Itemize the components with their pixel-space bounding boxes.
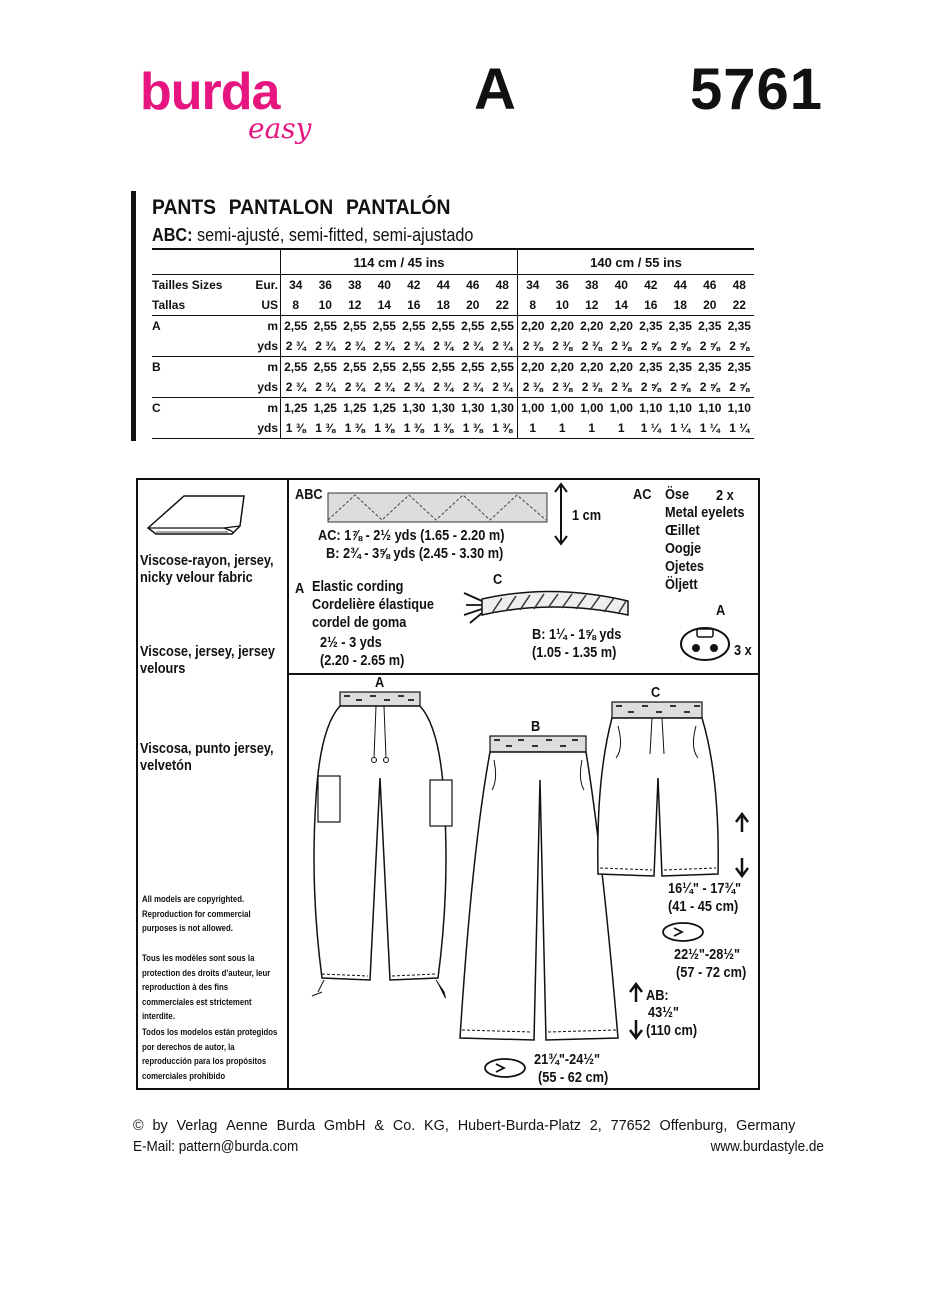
elastic-en: Elastic cording (312, 579, 404, 595)
yardage-m-cell: 1,30 (461, 401, 485, 415)
footer-word: Offenburg, (659, 1117, 728, 1134)
eyelet-list (665, 486, 755, 594)
eyelet-line: Œillet (665, 523, 700, 539)
yardage-m-cell: 2,20 (580, 360, 604, 374)
footer-address (133, 1117, 795, 1134)
size-eur: 40 (377, 278, 391, 292)
yardage-yds-cell: 1 ⅜ (340, 418, 370, 439)
yardage-m-cell: 2,35 (668, 360, 692, 374)
yardage-yds-cell: 2 ⅝ (636, 377, 666, 398)
yardage-yds-cell: 2 ¾ (340, 377, 370, 398)
subtitle-fit: semi-ajusté, semi-fitted, semi-ajustado (197, 225, 474, 245)
fit-subtitle (152, 225, 473, 246)
yardage-m-cell: 2,35 (639, 360, 663, 374)
sizes-label-es: Tallas (152, 295, 252, 316)
us-label: US (252, 295, 281, 316)
pattern-number: 5761 (690, 57, 824, 122)
size-us: 10 (311, 295, 341, 316)
view-a-label: A (375, 675, 385, 691)
yardage-m-cell: 2,55 (372, 319, 396, 333)
fabric-bolt-icon (144, 488, 254, 540)
yardage-yds-cell: 2 ⅜ (518, 377, 548, 398)
yardage-m-cell: 2,35 (698, 319, 722, 333)
pants-a-illustration (300, 688, 460, 998)
footer-word: Verlag (176, 1117, 218, 1134)
cord-view: C (493, 572, 503, 588)
yardage-m-cell: 2,55 (461, 319, 485, 333)
footer-word: Hubert-Burda-Platz (457, 1117, 581, 1134)
footer-word: © (133, 1117, 144, 1134)
copyright-es: Todos los modelos están protegidos por derechos de autor, la reproducción para los propósitos comerciales prohibido (142, 1027, 278, 1082)
unit-yds: yds (252, 336, 281, 357)
size-us: 12 (577, 295, 607, 316)
size-us: 22 (488, 295, 518, 316)
c-hem-cm: (57 - 72 cm) (676, 965, 747, 981)
yardage-row-yds (152, 377, 754, 398)
yardage-m-cell: 2,35 (668, 319, 692, 333)
eyelet-line: Öse (665, 487, 690, 503)
size-eur: 34 (289, 278, 303, 292)
yardage-m-cell: 1,25 (343, 401, 367, 415)
unit-m: m (252, 357, 281, 378)
height-arrow-icon (553, 482, 569, 546)
copyright-en: All models are copyrighted. Reproduction for commercial purposes is not allowed. (142, 894, 251, 934)
yardage-yds-cell: 1 ⅜ (399, 418, 429, 439)
yardage-m-cell: 1,25 (372, 401, 396, 415)
yardage-unit-blank (252, 249, 281, 275)
yardage-m-cell: 1,30 (431, 401, 455, 415)
interfacing-strip-icon (327, 492, 549, 524)
yardage-m-cell: 2,20 (550, 319, 574, 333)
size-us: 20 (458, 295, 488, 316)
cord-icon (462, 585, 630, 627)
yardage-yds-cell: 2 ¾ (429, 336, 459, 357)
yardage-yds-cell: 1 ¼ (725, 418, 755, 439)
footer-email: E-Mail: pattern@burda.com (133, 1138, 299, 1155)
size-eur: 44 (673, 278, 687, 292)
size-us: 16 (399, 295, 429, 316)
view-label: C (152, 401, 161, 415)
size-eur: 38 (348, 278, 362, 292)
eyelet-line: Metal eyelets (665, 505, 745, 521)
size-eur: 40 (614, 278, 628, 292)
footer-word: Germany (736, 1117, 796, 1134)
page-title: PANTS PANTALON PANTALÓN (152, 196, 451, 219)
size-us: 18 (666, 295, 696, 316)
size-us: 20 (695, 295, 725, 316)
size-eur: 38 (585, 278, 599, 292)
elastic-es: cordel de goma (312, 615, 407, 631)
yardage-yds-cell: 2 ⅝ (725, 377, 755, 398)
sizes-label: Tailles Sizes (152, 278, 223, 292)
yardage-m-cell: 2,55 (402, 360, 426, 374)
yardage-yds-cell: 2 ⅝ (695, 377, 725, 398)
yardage-m-cell: 2,20 (518, 357, 548, 378)
interfacing-b: B: 2¾ - 3⅝ yds (2.45 - 3.30 m) (326, 546, 504, 562)
yardage-yds-cell: 2 ⅝ (636, 336, 666, 357)
yardage-yds-cell: 1 ¼ (636, 418, 666, 439)
yardage-yds-cell: 1 ¼ (695, 418, 725, 439)
c-inseam: 16¼" - 17¾" (668, 881, 742, 897)
size-us: 8 (518, 295, 548, 316)
cord-yds: B: 1¼ - 1⅝ yds (532, 627, 622, 643)
yardage-yds-cell: 1 ⅜ (311, 418, 341, 439)
size-us: 10 (548, 295, 578, 316)
yardage-row-m (152, 357, 754, 378)
yardage-m-cell: 2,20 (609, 319, 633, 333)
eur-label: Eur. (252, 275, 281, 296)
box-divider-vertical (287, 478, 289, 1090)
c-length-arrow-icon (733, 812, 751, 878)
view-letter: A (474, 57, 516, 122)
copyright-fr: Tous les modèles sont sous la protection des droits d'auteur, leur reproduction à des fins commerciales est strictement interdite. (142, 953, 271, 1022)
yardage-m-cell: 1,00 (609, 401, 633, 415)
yardage-yds-cell: 2 ¾ (429, 377, 459, 398)
eyelet-line: Ojetes (665, 559, 705, 575)
yardage-m-cell: 2,55 (313, 360, 337, 374)
yardage-m-cell: 1,30 (402, 401, 426, 415)
view-label-blank (152, 336, 252, 357)
yardage-row-yds (152, 418, 754, 439)
view-label-blank (152, 418, 252, 439)
size-us: 16 (636, 295, 666, 316)
size-eur: 48 (495, 278, 509, 292)
yardage-yds-cell: 2 ⅜ (518, 336, 548, 357)
yardage-yds-cell: 2 ¾ (311, 336, 341, 357)
interfacing-views: ABC (295, 487, 323, 503)
yardage-m-cell: 2,55 (313, 319, 337, 333)
size-eur: 36 (555, 278, 569, 292)
yardage-row-m (152, 316, 754, 337)
ab-inseam: 43½" (648, 1005, 679, 1021)
stopper-view: A (716, 603, 726, 619)
fabric-width-2: 140 cm / 55 ins (518, 249, 755, 275)
size-eur: 46 (703, 278, 717, 292)
stopper-qty: 3 x (734, 643, 752, 659)
elastic-view: A (295, 581, 305, 597)
size-eur: 42 (407, 278, 421, 292)
yardage-m-cell: 2,55 (284, 319, 308, 333)
c-hem-circumference-icon (660, 920, 706, 944)
footer-word: KG, (424, 1117, 449, 1134)
burda-easy-logo (140, 62, 340, 162)
size-us: 18 (429, 295, 459, 316)
yardage-yds-cell: 2 ⅝ (725, 336, 755, 357)
view-label: B (152, 360, 161, 374)
subtitle-views: ABC: (152, 225, 193, 245)
yardage-yds-cell: 2 ⅜ (577, 336, 607, 357)
elastic-yds: 2½ - 3 yds (320, 635, 382, 651)
yardage-yds-cell: 1 ⅜ (458, 418, 488, 439)
yardage-corner (152, 249, 252, 275)
unit-yds: yds (252, 418, 281, 439)
yardage-m-cell: 1,25 (284, 401, 308, 415)
ab-length-arrow-icon (628, 982, 644, 1040)
b-hem-cm: (55 - 62 cm) (538, 1070, 609, 1086)
yardage-yds-cell: 2 ¾ (488, 377, 518, 398)
yardage-m-cell: 1,25 (313, 401, 337, 415)
footer-word: Burda (276, 1117, 316, 1134)
size-us: 14 (607, 295, 637, 316)
yardage-yds-cell: 2 ⅝ (666, 377, 696, 398)
yardage-yds-cell: 2 ¾ (370, 377, 400, 398)
size-us: 22 (725, 295, 755, 316)
size-us: 12 (340, 295, 370, 316)
size-eur: 42 (644, 278, 658, 292)
yardage-m-cell: 2,55 (343, 319, 367, 333)
yardage-m-cell: 1,00 (518, 398, 548, 419)
unit-m: m (252, 316, 281, 337)
yardage-m-cell: 2,35 (727, 360, 751, 374)
yardage-m-cell: 2,55 (402, 319, 426, 333)
yardage-row-m (152, 398, 754, 419)
yardage-yds-cell: 2 ¾ (399, 377, 429, 398)
view-label: A (152, 319, 161, 333)
yardage-m-cell: 2,55 (431, 360, 455, 374)
yardage-table (152, 248, 754, 439)
yardage-m-cell: 2,55 (372, 360, 396, 374)
yardage-m-cell: 2,55 (490, 319, 514, 333)
yardage-yds-cell: 2 ⅜ (577, 377, 607, 398)
yardage-yds-cell: 1 ⅜ (488, 418, 518, 439)
yardage-m-cell: 2,55 (343, 360, 367, 374)
unit-yds: yds (252, 377, 281, 398)
fabric-width-1: 114 cm / 45 ins (281, 249, 518, 275)
yardage-m-cell: 2,55 (490, 360, 514, 374)
yardage-m-cell: 2,55 (431, 319, 455, 333)
yardage-yds-cell: 2 ¾ (340, 336, 370, 357)
ab-inseam-cm: (110 cm) (646, 1023, 698, 1039)
size-eur: 36 (318, 278, 332, 292)
yardage-yds-cell: 1 (548, 418, 578, 439)
footer-word: & (374, 1117, 384, 1134)
fabric-es: Viscosa, punto jersey, velvetón (140, 741, 274, 774)
footer-word: 77652 (610, 1117, 651, 1134)
view-c-label: C (651, 685, 661, 701)
footer-word: 2, (589, 1117, 602, 1134)
yardage-yds-cell: 2 ¾ (458, 377, 488, 398)
yardage-yds-cell: 2 ¾ (458, 336, 488, 357)
yardage-m-cell: 1,10 (727, 401, 751, 415)
yardage-yds-cell: 2 ⅜ (548, 336, 578, 357)
yardage-yds-cell: 2 ¾ (488, 336, 518, 357)
eyelet-views: AC (633, 487, 652, 503)
unit-m: m (252, 398, 281, 419)
ab-label: AB: (646, 988, 669, 1004)
logo-brand: burda (140, 63, 280, 121)
yardage-m-cell: 2,35 (698, 360, 722, 374)
yardage-yds-cell: 1 ¼ (666, 418, 696, 439)
c-inseam-cm: (41 - 45 cm) (668, 899, 739, 915)
section-bar (131, 191, 136, 441)
yardage-m-cell: 2,55 (284, 360, 308, 374)
size-eur: 34 (518, 275, 548, 296)
yardage-row-yds (152, 336, 754, 357)
yardage-m-cell: 2,20 (609, 360, 633, 374)
yardage-yds-cell: 2 ¾ (399, 336, 429, 357)
c-hem: 22½"-28½" (674, 947, 741, 963)
yardage-widths-row (152, 249, 754, 275)
yardage-m-cell: 2,35 (639, 319, 663, 333)
b-hem-circumference-icon (482, 1056, 528, 1080)
size-eur: 48 (732, 278, 746, 292)
yardage-yds-cell: 1 (518, 418, 548, 439)
view-b-label: B (531, 719, 541, 735)
elastic-m: (2.20 - 2.65 m) (320, 653, 405, 669)
yardage-m-cell: 2,35 (727, 319, 751, 333)
yardage-m-cell: 2,20 (580, 319, 604, 333)
yardage-yds-cell: 2 ⅜ (607, 336, 637, 357)
logo-sub: easy (248, 112, 312, 145)
yardage-eur-row (152, 275, 754, 296)
eyelet-line: Oogje (665, 541, 702, 557)
yardage-m-cell: 1,30 (490, 401, 514, 415)
yardage-yds-cell: 2 ¾ (281, 336, 311, 357)
yardage-m-cell: 1,10 (698, 401, 722, 415)
yardage-yds-cell: 2 ⅜ (607, 377, 637, 398)
cord-m: (1.05 - 1.35 m) (532, 645, 617, 661)
yardage-yds-cell: 2 ¾ (370, 336, 400, 357)
cord-stopper-icon (677, 624, 733, 664)
eyelet-line: Öljett (665, 577, 698, 593)
yardage-yds-cell: 2 ⅝ (695, 336, 725, 357)
yardage-m-cell: 1,10 (639, 401, 663, 415)
yardage-m-cell: 2,55 (461, 360, 485, 374)
footer-website: www.burdastyle.de (710, 1138, 824, 1155)
yardage-m-cell: 1,10 (668, 401, 692, 415)
footer-word: by (152, 1117, 168, 1134)
yardage-yds-cell: 2 ⅝ (666, 336, 696, 357)
size-eur: 46 (466, 278, 480, 292)
yardage-m-cell: 1,00 (580, 401, 604, 415)
yardage-yds-cell: 1 ⅜ (429, 418, 459, 439)
interfacing-height: 1 cm (572, 508, 602, 524)
eyelet-qty: 2 x (716, 488, 734, 504)
yardage-yds-cell: 2 ¾ (311, 377, 341, 398)
yardage-yds-cell: 1 (577, 418, 607, 439)
yardage-yds-cell: 1 ⅜ (370, 418, 400, 439)
footer-word: Aenne (226, 1117, 268, 1134)
size-us: 8 (281, 295, 311, 316)
footer-word: Co. (392, 1117, 416, 1134)
yardage-us-row (152, 295, 754, 316)
b-hem: 21¾"-24½" (534, 1052, 601, 1068)
fabric-fr: Viscose, jersey, jersey velours (140, 644, 276, 677)
yardage-yds-cell: 2 ⅜ (548, 377, 578, 398)
yardage-yds-cell: 1 ⅜ (281, 418, 311, 439)
elastic-fr: Cordelière élastique (312, 597, 434, 613)
yardage-yds-cell: 1 (607, 418, 637, 439)
interfacing-ac: AC: 1⅞ - 2½ yds (1.65 - 2.20 m) (318, 528, 505, 544)
yardage-m-cell: 2,20 (518, 316, 548, 337)
size-eur: 44 (436, 278, 450, 292)
size-us: 14 (370, 295, 400, 316)
yardage-yds-cell: 2 ¾ (281, 377, 311, 398)
yardage-m-cell: 1,00 (550, 401, 574, 415)
footer-word: GmbH (323, 1117, 366, 1134)
fabric-en: Viscose-rayon, jersey, nicky velour fabric (140, 553, 274, 586)
view-label-blank (152, 377, 252, 398)
yardage-m-cell: 2,20 (550, 360, 574, 374)
box-divider-horizontal (287, 673, 760, 675)
shorts-c-illustration (590, 698, 730, 878)
